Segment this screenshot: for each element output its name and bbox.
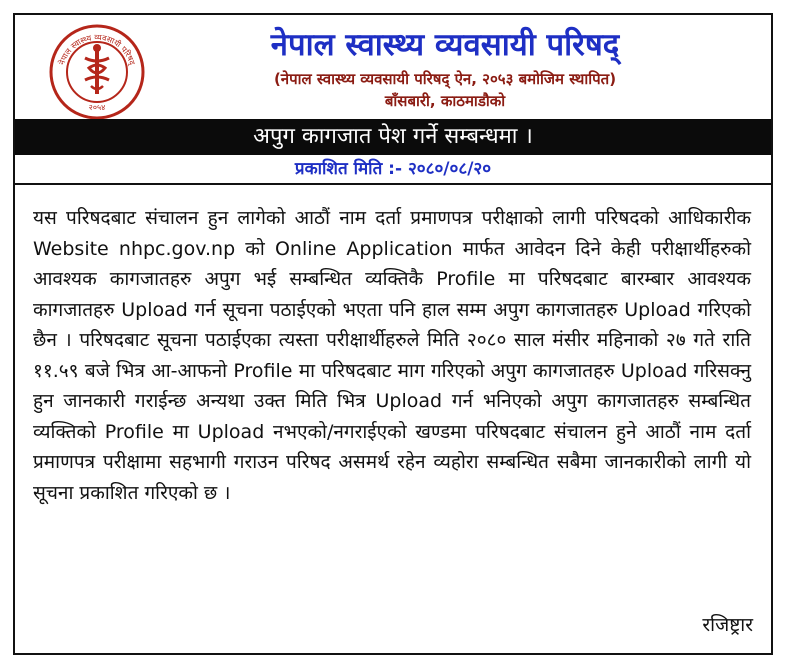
council-emblem-icon bbox=[45, 18, 149, 122]
org-subtitle: (नेपाल स्वास्थ्य व्यवसायी परिषद् ऐन, २०५३ बमोजिम स्थापित) bbox=[273, 70, 617, 88]
signature-registrar: रजिष्ट्रार bbox=[702, 614, 753, 636]
org-address: बाँसबारी, काठमाडौको bbox=[384, 92, 506, 110]
org-name: नेपाल स्वास्थ्य व्यवसायी परिषद् bbox=[270, 27, 620, 63]
notice-title: अपुग कागजात पेश गर्ने सम्बन्धमा । bbox=[15, 119, 771, 155]
seal-year: २०५४ bbox=[88, 103, 106, 112]
notice-frame bbox=[13, 13, 773, 655]
letterhead bbox=[15, 15, 771, 121]
seal-text: नेपाल स्वास्थ्य व्यवसायी परिषद् bbox=[57, 32, 137, 67]
notice-body: यस परिषदबाट संचालन हुन लागेको आठौं नाम दर्ता प्रमाणपत्र परीक्षाको लागी परिषदको आधिकारीक Website nhpc.gov.np को Online Application मार्फत आवेदन दिने केही परीक्षार्थीहरुको आवश्यक कागजातहरु अपुग भई सम्बन्धित व्यक्तिकै Profile मा परिषदबाट बारम्बार आवश्यक कागजातहरु Upload गर्न सूचना पठाईएको भएता पनि हाल सम्म अपुग कागजातहरु Upload गरिएको छैन । परिषदबाट सूचना पठाईएका त्यस्ता परीक्षार्थीहरुले मिति २०८० साल मंसीर महिनाको २७ गते राति ११.५९ बजे भित्र आ-आफनो Profile मा परिषदबाट माग गरिएको अपुग कागजातहरु Upload गरिसक्नु हुन जानकारी गराईन्छ अन्यथा उक्त मिति भित्र Upload गर्न भनिएको अपुग कागजातहरु सम्बन्धित व्यक्तिको Profile मा Upload नभएको/नगराईएको खण्डमा परिषदबाट संचालन हुने आठौं नाम दर्ता प्रमाणपत्र परीक्षामा सहभागी गराउन परिषद असमर्थ रहेन व्यहोरा सम्बन्धित सबैमा जानकारीको लागी यो सूचना प्रकाशित गरिएको छ । bbox=[33, 207, 751, 504]
divider bbox=[15, 183, 771, 185]
published-date: प्रकाशित मिति :- २०८०/०८/२० bbox=[294, 159, 492, 179]
